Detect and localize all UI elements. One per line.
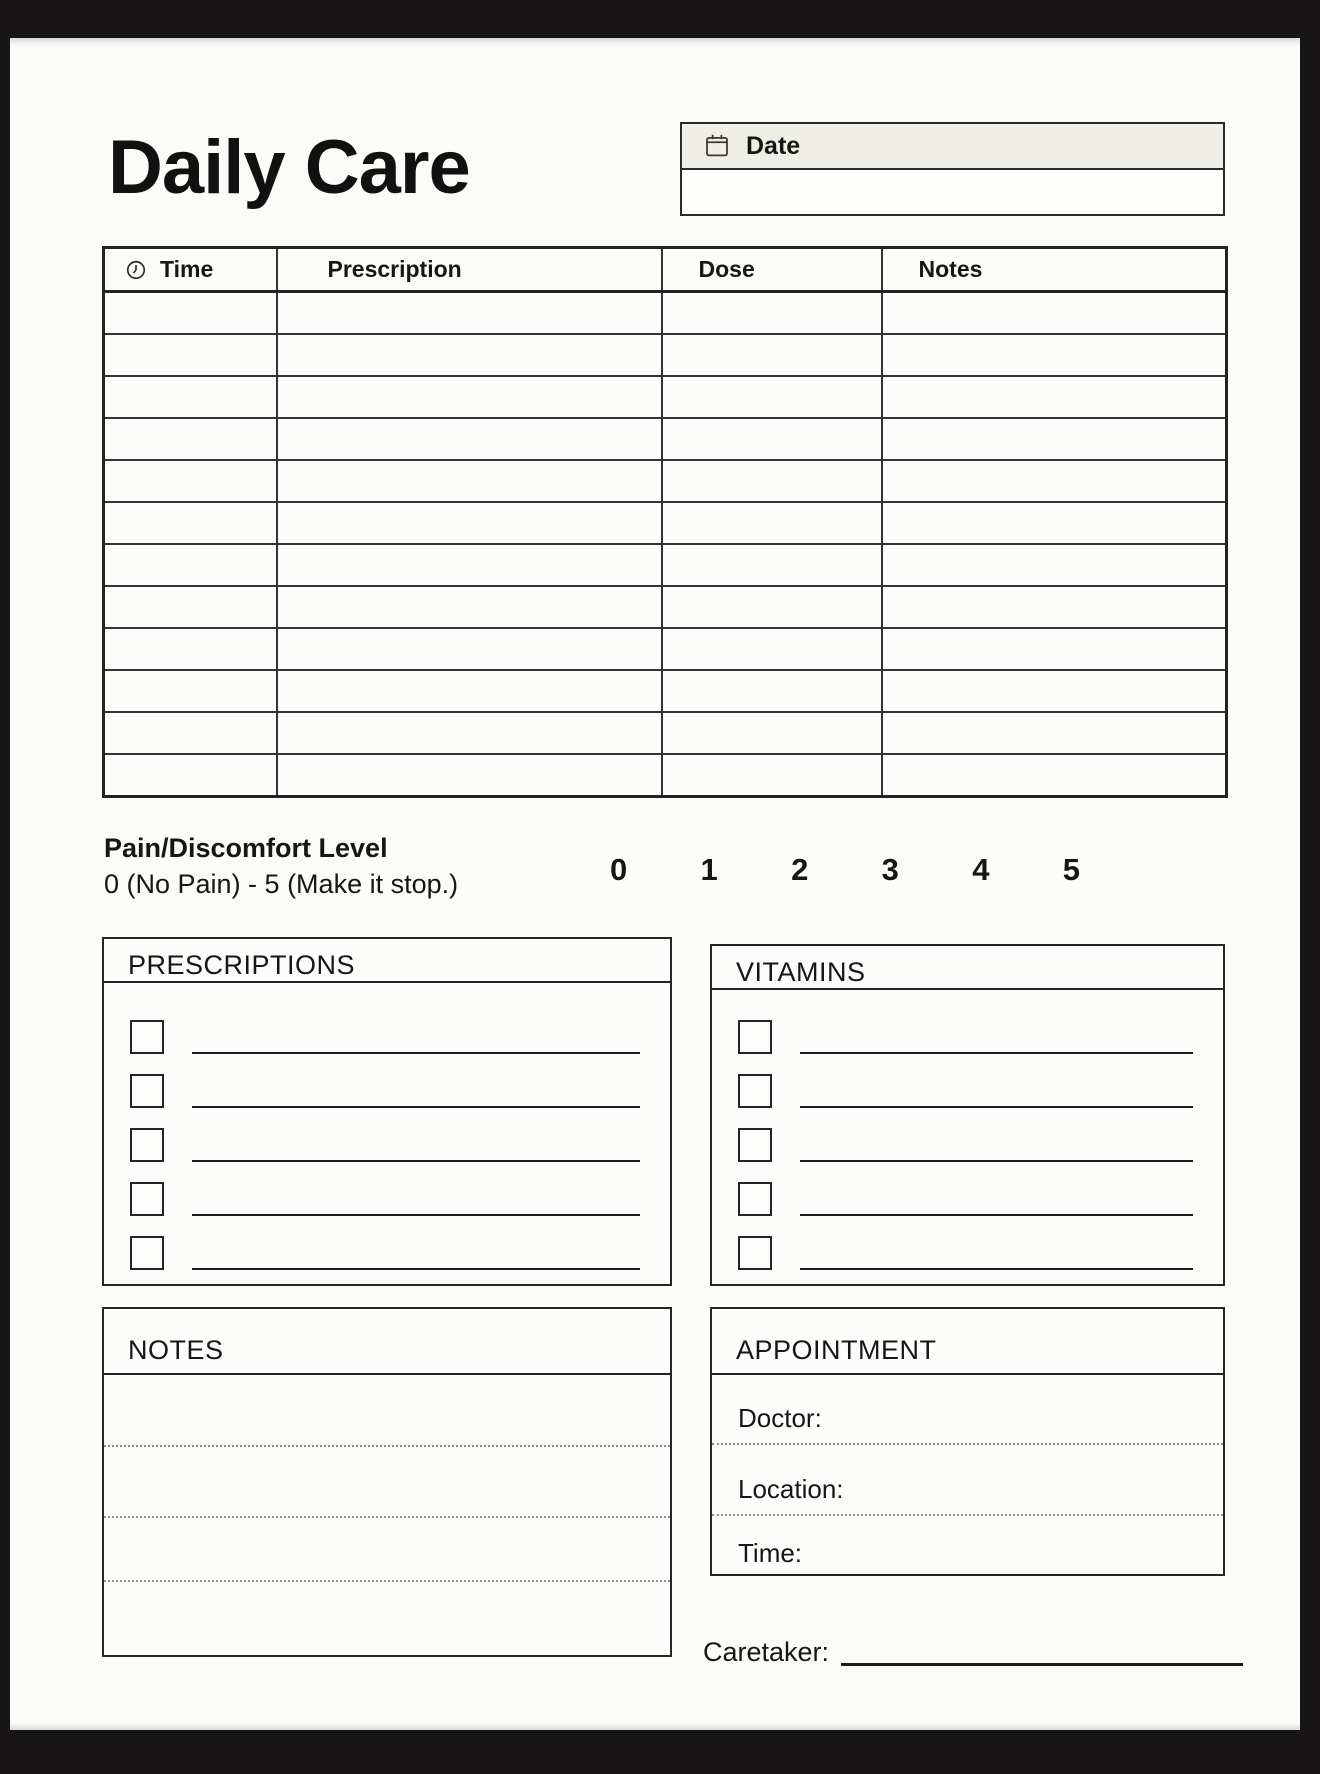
caretaker-label: Caretaker: bbox=[703, 1637, 830, 1668]
table-cell-dose[interactable] bbox=[662, 712, 882, 754]
table-row bbox=[104, 754, 1227, 797]
table-cell-dose[interactable] bbox=[662, 292, 882, 335]
checkbox[interactable] bbox=[130, 1020, 164, 1054]
clock-icon bbox=[125, 259, 147, 281]
caretaker-row bbox=[703, 1634, 1243, 1668]
table-cell-notes[interactable] bbox=[882, 292, 1227, 335]
page-top-edge bbox=[10, 38, 1300, 47]
checkbox[interactable] bbox=[738, 1074, 772, 1108]
checkbox[interactable] bbox=[130, 1236, 164, 1270]
vitamins-checklist bbox=[712, 990, 1223, 1270]
checklist-item bbox=[130, 1128, 640, 1162]
notes-writing-line[interactable] bbox=[104, 1580, 670, 1582]
table-cell-notes[interactable] bbox=[882, 460, 1227, 502]
table-cell-prescription[interactable] bbox=[277, 628, 662, 670]
table-cell-dose[interactable] bbox=[662, 544, 882, 586]
checklist-writing-line[interactable] bbox=[800, 1106, 1193, 1108]
notes-box bbox=[102, 1307, 672, 1657]
table-cell-notes[interactable] bbox=[882, 418, 1227, 460]
checklist-item bbox=[738, 1020, 1193, 1054]
table-cell-prescription[interactable] bbox=[277, 460, 662, 502]
table-cell-prescription[interactable] bbox=[277, 418, 662, 460]
table-cell-time[interactable] bbox=[104, 376, 277, 418]
table-cell-dose[interactable] bbox=[662, 334, 882, 376]
appointment-field-label: Time: bbox=[738, 1538, 803, 1568]
checkbox[interactable] bbox=[738, 1020, 772, 1054]
table-cell-notes[interactable] bbox=[882, 712, 1227, 754]
pain-level-4[interactable]: 4 bbox=[972, 852, 990, 887]
checklist-item bbox=[738, 1128, 1193, 1162]
table-cell-dose[interactable] bbox=[662, 418, 882, 460]
medication-table bbox=[102, 246, 1228, 798]
appointment-box bbox=[710, 1307, 1225, 1576]
checkbox[interactable] bbox=[738, 1128, 772, 1162]
table-row bbox=[104, 460, 1227, 502]
checklist-writing-line[interactable] bbox=[192, 1106, 640, 1108]
prescriptions-checklist bbox=[104, 983, 670, 1270]
pain-scale-title: Pain/Discomfort Level bbox=[104, 833, 388, 863]
table-cell-prescription[interactable] bbox=[277, 376, 662, 418]
checklist-writing-line[interactable] bbox=[192, 1160, 640, 1162]
table-cell-notes[interactable] bbox=[882, 628, 1227, 670]
table-cell-prescription[interactable] bbox=[277, 292, 662, 335]
table-cell-prescription[interactable] bbox=[277, 712, 662, 754]
table-cell-prescription[interactable] bbox=[277, 586, 662, 628]
col-header-prescription: Prescription bbox=[277, 248, 662, 292]
notes-writing-line[interactable] bbox=[104, 1445, 670, 1447]
calendar-icon bbox=[702, 131, 732, 161]
table-row bbox=[104, 334, 1227, 376]
table-cell-time[interactable] bbox=[104, 460, 277, 502]
vitamins-box-title: VITAMINS bbox=[712, 946, 1223, 990]
checkbox[interactable] bbox=[738, 1182, 772, 1216]
table-cell-dose[interactable] bbox=[662, 460, 882, 502]
checklist-item bbox=[130, 1236, 640, 1270]
table-row bbox=[104, 292, 1227, 335]
table-cell-dose[interactable] bbox=[662, 670, 882, 712]
checklist-writing-line[interactable] bbox=[800, 1268, 1193, 1270]
checklist-writing-line[interactable] bbox=[800, 1052, 1193, 1054]
table-row bbox=[104, 670, 1227, 712]
table-cell-notes[interactable] bbox=[882, 334, 1227, 376]
checklist-item bbox=[738, 1182, 1193, 1216]
table-row bbox=[104, 418, 1227, 460]
checklist-item bbox=[130, 1182, 640, 1216]
table-cell-dose[interactable] bbox=[662, 628, 882, 670]
appointment-field-row[interactable] bbox=[712, 1516, 1223, 1578]
checklist-writing-line[interactable] bbox=[800, 1214, 1193, 1216]
col-header-time-label: Time bbox=[160, 256, 214, 282]
notes-writing-line[interactable] bbox=[104, 1516, 670, 1518]
appointment-field-label: Location: bbox=[738, 1474, 844, 1504]
pain-level-0[interactable]: 0 bbox=[610, 852, 628, 887]
pain-level-5[interactable]: 5 bbox=[1062, 852, 1080, 887]
pain-level-3[interactable]: 3 bbox=[881, 852, 899, 887]
table-cell-prescription[interactable] bbox=[277, 502, 662, 544]
table-cell-time[interactable] bbox=[104, 628, 277, 670]
table-row bbox=[104, 376, 1227, 418]
table-cell-time[interactable] bbox=[104, 712, 277, 754]
table-cell-time[interactable] bbox=[104, 754, 277, 797]
checklist-item bbox=[738, 1236, 1193, 1270]
table-header-row bbox=[104, 248, 1227, 292]
table-cell-notes[interactable] bbox=[882, 586, 1227, 628]
appointment-box-title: APPOINTMENT bbox=[712, 1309, 1223, 1375]
table-row bbox=[104, 628, 1227, 670]
table-cell-dose[interactable] bbox=[662, 376, 882, 418]
table-cell-dose[interactable] bbox=[662, 586, 882, 628]
table-cell-notes[interactable] bbox=[882, 502, 1227, 544]
date-input[interactable] bbox=[682, 170, 1223, 214]
table-cell-notes[interactable] bbox=[882, 376, 1227, 418]
checklist-item bbox=[130, 1020, 640, 1054]
appointment-field-row[interactable] bbox=[712, 1445, 1223, 1516]
table-cell-time[interactable] bbox=[104, 334, 277, 376]
appointment-field-label: Doctor: bbox=[738, 1403, 822, 1433]
page-title: Daily Care bbox=[108, 125, 470, 210]
checkbox[interactable] bbox=[130, 1128, 164, 1162]
table-row bbox=[104, 712, 1227, 754]
table-cell-time[interactable] bbox=[104, 292, 277, 335]
vitamins-box bbox=[710, 944, 1225, 1286]
table-cell-time[interactable] bbox=[104, 586, 277, 628]
date-box-header bbox=[682, 124, 1223, 170]
date-box bbox=[680, 122, 1225, 216]
table-cell-time[interactable] bbox=[104, 670, 277, 712]
checkbox[interactable] bbox=[130, 1074, 164, 1108]
page-bottom-edge bbox=[10, 1723, 1300, 1730]
pain-scale-levels bbox=[610, 850, 1080, 890]
table-cell-notes[interactable] bbox=[882, 754, 1227, 797]
notes-box-title: NOTES bbox=[104, 1309, 670, 1375]
document-page bbox=[10, 38, 1300, 1730]
table-cell-prescription[interactable] bbox=[277, 544, 662, 586]
table-cell-dose[interactable] bbox=[662, 754, 882, 797]
pain-level-1[interactable]: 1 bbox=[700, 852, 718, 887]
col-header-notes: Notes bbox=[882, 248, 1227, 292]
col-header-time bbox=[104, 248, 277, 292]
pain-level-2[interactable]: 2 bbox=[791, 852, 809, 887]
table-cell-prescription[interactable] bbox=[277, 334, 662, 376]
checklist-writing-line[interactable] bbox=[800, 1160, 1193, 1162]
checklist-writing-line[interactable] bbox=[192, 1052, 640, 1054]
pain-scale-subtitle: 0 (No Pain) - 5 (Make it stop.) bbox=[104, 869, 459, 899]
checkbox[interactable] bbox=[738, 1236, 772, 1270]
table-cell-notes[interactable] bbox=[882, 544, 1227, 586]
table-cell-time[interactable] bbox=[104, 418, 277, 460]
checklist-item bbox=[130, 1074, 640, 1108]
checklist-writing-line[interactable] bbox=[192, 1214, 640, 1216]
table-cell-prescription[interactable] bbox=[277, 754, 662, 797]
table-row bbox=[104, 544, 1227, 586]
date-label: Date bbox=[746, 131, 801, 160]
table-cell-prescription[interactable] bbox=[277, 670, 662, 712]
checkbox[interactable] bbox=[130, 1182, 164, 1216]
col-header-dose: Dose bbox=[662, 248, 882, 292]
checklist-writing-line[interactable] bbox=[192, 1268, 640, 1270]
table-cell-notes[interactable] bbox=[882, 670, 1227, 712]
appointment-field-row[interactable] bbox=[712, 1375, 1223, 1445]
caretaker-signature-line[interactable] bbox=[841, 1663, 1243, 1666]
table-cell-time[interactable] bbox=[104, 544, 277, 586]
table-cell-time[interactable] bbox=[104, 502, 277, 544]
prescriptions-box-title: PRESCRIPTIONS bbox=[104, 939, 670, 983]
appointment-fields bbox=[712, 1375, 1223, 1578]
table-row bbox=[104, 502, 1227, 544]
prescriptions-box bbox=[102, 937, 672, 1286]
table-row bbox=[104, 586, 1227, 628]
checklist-item bbox=[738, 1074, 1193, 1108]
table-cell-dose[interactable] bbox=[662, 502, 882, 544]
